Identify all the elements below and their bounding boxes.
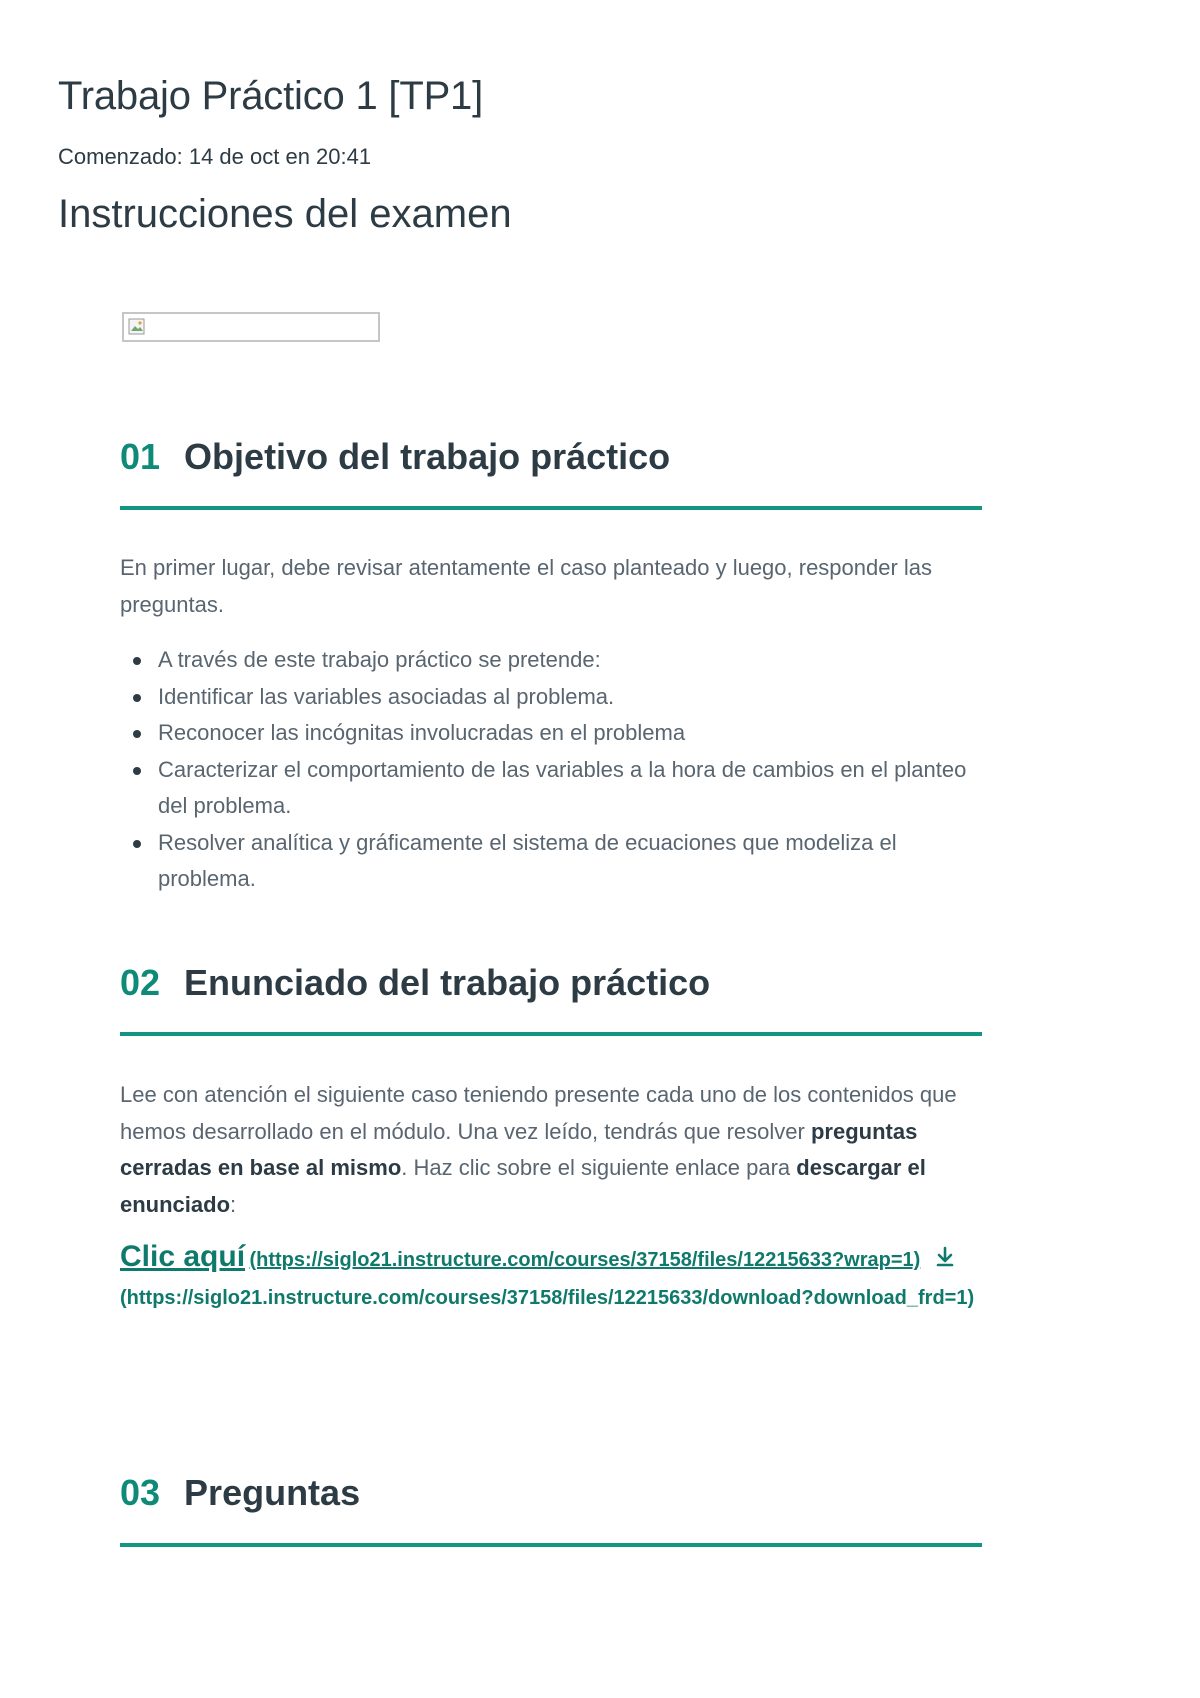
- section-heading-objetivo: [120, 436, 670, 478]
- section-number: 02: [120, 962, 161, 1003]
- objetivo-list: [120, 642, 990, 898]
- broken-image-icon: [128, 318, 146, 336]
- list-item: A través de este trabajo práctico se pretende:: [120, 642, 990, 679]
- file-url-link[interactable]: (https://siglo21.instructure.com/courses/37158/files/12215633?wrap=1): [249, 1249, 921, 1271]
- enunciado-bold: descargar el enunciado: [120, 1155, 926, 1217]
- section-divider: [120, 1032, 982, 1036]
- section-divider: [120, 506, 982, 510]
- download-link-block: [120, 1240, 1000, 1316]
- enunciado-text-part: :: [230, 1191, 237, 1217]
- section-title: Preguntas: [184, 1472, 361, 1513]
- section-heading-enunciado: [120, 962, 710, 1004]
- section-number: 03: [120, 1472, 161, 1513]
- page-title: Trabajo Práctico 1 [TP1]: [58, 74, 484, 118]
- enunciado-bold: preguntas cerradas en base al mismo: [120, 1118, 918, 1180]
- section-heading-preguntas: [120, 1472, 360, 1514]
- section-title: Enunciado del trabajo práctico: [184, 962, 711, 1003]
- enunciado-text-part: Lee con atención el siguiente caso teniendo presente cada uno de los contenidos que hemos desarrollado en el módulo. Una vez leído, tendrás que resolver: [120, 1082, 957, 1144]
- section-number: 01: [120, 436, 161, 477]
- objetivo-intro: En primer lugar, debe revisar atentamente el caso planteado y luego, responder las preguntas.: [120, 555, 933, 617]
- list-item: Identificar las variables asociadas al problema.: [120, 679, 990, 716]
- clic-aqui-link[interactable]: Clic aquí: [120, 1240, 246, 1273]
- list-item: Reconocer las incógnitas involucradas en el problema: [120, 715, 990, 752]
- section-divider: [120, 1543, 982, 1547]
- started-timestamp: Comenzado: 14 de oct en 20:41: [58, 144, 372, 169]
- instructions-heading: Instrucciones del examen: [58, 192, 512, 236]
- list-item: Caracterizar el comportamiento de las variables a la hora de cambios en el planteo del problema.: [120, 752, 990, 825]
- section-title: Objetivo del trabajo práctico: [184, 436, 671, 477]
- download-url-link[interactable]: (https://siglo21.instructure.com/courses/37158/files/12215633/download?download_frd=1): [120, 1287, 975, 1309]
- download-icon[interactable]: [933, 1245, 957, 1269]
- list-item: Resolver analítica y gráficamente el sistema de ecuaciones que modeliza el problema.: [120, 825, 990, 898]
- broken-image: [122, 312, 380, 342]
- enunciado-text-part: . Haz clic sobre el siguiente enlace para: [401, 1155, 797, 1180]
- enunciado-text: [120, 1077, 990, 1223]
